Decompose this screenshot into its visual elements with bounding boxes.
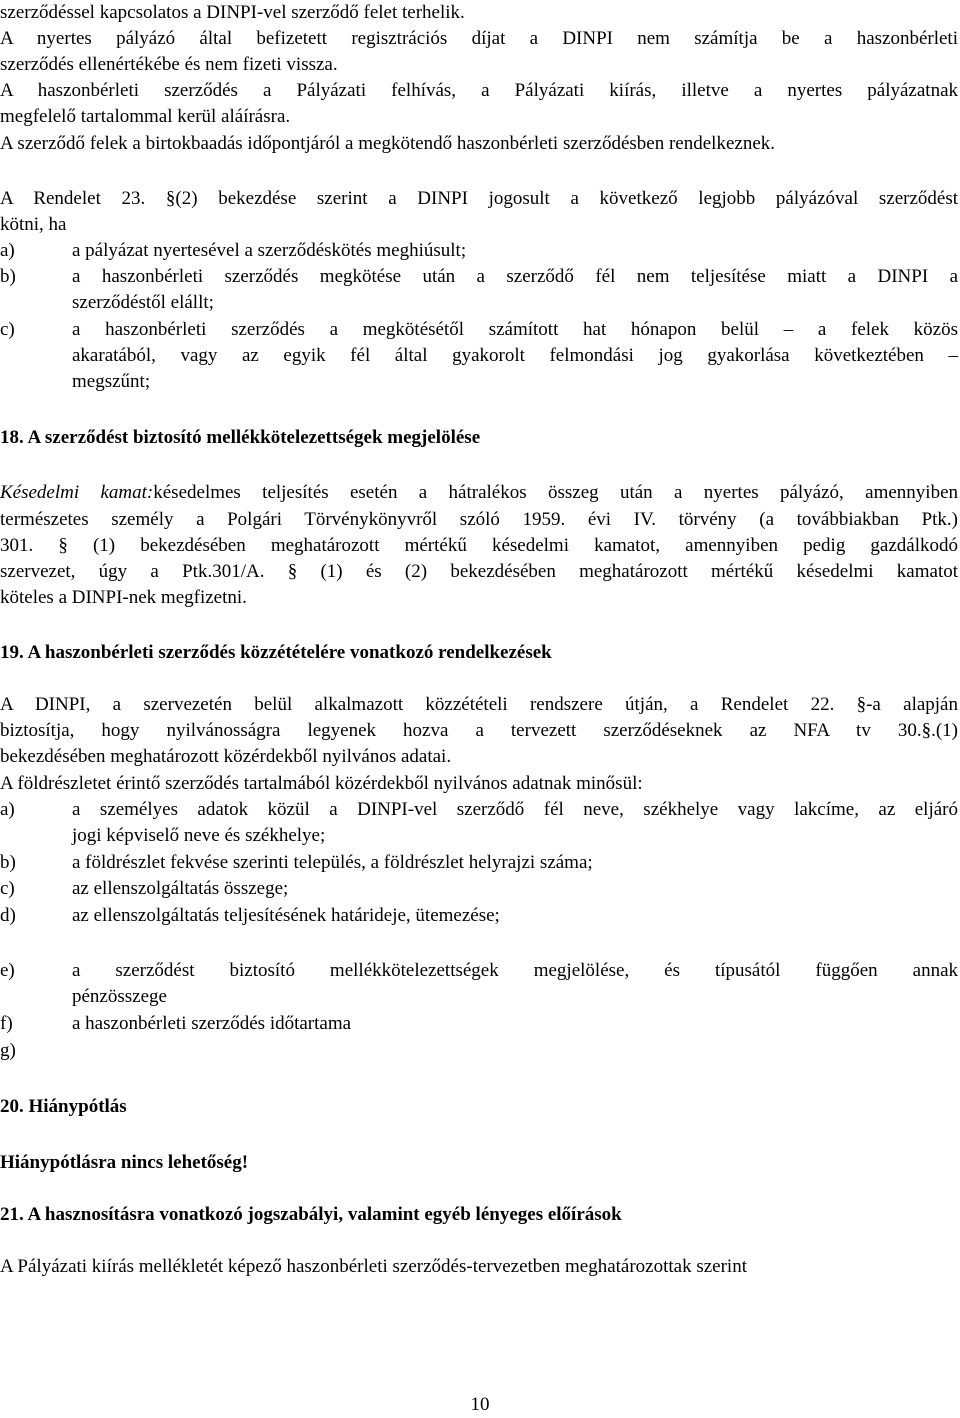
list-item-label: c) (0, 878, 15, 899)
list-item-text: szerződéstől elállt; (72, 292, 214, 313)
paragraph-line: szerződéssel kapcsolatos a DINPI-vel szerződő felet terhelik. (0, 2, 465, 23)
paragraph-text: késedelmes teljesítés esetén a hátralékos összeg után a nyertes pályázó, amennyiben (153, 482, 958, 503)
paragraph-line (0, 480, 958, 506)
list-item-text: a szerződést biztosító mellékkötelezettségek megjelölése, és típusától függően annak (72, 960, 958, 981)
list-item-label-row (0, 958, 72, 984)
list-item-label-row (0, 264, 72, 290)
list-item (0, 903, 500, 929)
list-item-label: f) (0, 1013, 13, 1034)
list-item-text: megszűnt; (72, 371, 151, 392)
paragraph-line: A földrészletet érintő szerződés tartalmából közérdekből nyilvános adatnak minősül: (0, 773, 643, 794)
paragraph-line: szerződés ellenértékébe és nem fizeti vissza. (0, 54, 338, 75)
paragraph-line: köteles a DINPI-nek megfizetni. (0, 587, 247, 608)
page-number: 10 (470, 1394, 490, 1415)
list-item-label-row (0, 317, 72, 343)
paragraph-line: A szerződő felek a birtokbaadás időpontjáról a megkötendő haszonbérleti szerződésben rendelkeznek. (0, 133, 776, 154)
list-item-text: az ellenszolgáltatás teljesítésének határideje, ütemezése; (72, 905, 500, 926)
list-item (0, 1011, 351, 1037)
paragraph-line: biztosítja, hogy nyilvánosságra legyenek hozva a tervezett szerződéseknek az NFA tv 30.§.(1) (0, 720, 958, 741)
section-heading: 20. Hiánypótlás (0, 1096, 127, 1117)
list-item-text: pénzösszege (72, 986, 167, 1007)
list-item-label: d) (0, 905, 16, 926)
list-item-label: a) (0, 240, 15, 261)
list-item-label-row (0, 797, 72, 823)
section-heading: 18. A szerződést biztosító mellékkötelezettségek megjelölése (0, 427, 481, 448)
paragraph-line: A Rendelet 23. §(2) bekezdése szerint a DINPI jogosult a következő legjobb pályázóval szerződést (0, 188, 958, 209)
list-item-text: akaratából, vagy az egyik fél által gyakorolt felmondási jog gyakorlása következtében – (72, 345, 958, 366)
list-item-label: g) (0, 1040, 16, 1061)
paragraph-line: A nyertes pályázó által befizetett regisztrációs díjat a DINPI nem számítja be a haszonbérleti (0, 28, 958, 49)
list-item-text: a haszonbérleti szerződés időtartama (72, 1013, 352, 1034)
list-item (0, 850, 593, 876)
paragraph-line: A haszonbérleti szerződés a Pályázati felhívás, a Pályázati kiírás, illetve a nyertes pályázatnak (0, 80, 958, 101)
list-item-label: e) (0, 960, 15, 981)
italic-term: Késedelmi kamat: (0, 482, 154, 503)
list-item (0, 1038, 72, 1064)
paragraph-line: szervezet, úgy a Ptk.301/A. § (1) és (2) bekezdésében meghatározott mértékű késedelmi kamatot (0, 561, 958, 582)
list-item (0, 876, 288, 902)
list-item-text: a személyes adatok közül a DINPI-vel szerződő fél neve, székhelye vagy lakcíme, az eljáró (72, 799, 958, 820)
paragraph-line: A DINPI, a szervezetén belül alkalmazott közzétételi rendszere útján, a Rendelet 22. §-a alapján (0, 694, 958, 715)
section-heading: 19. A haszonbérleti szerződés közzétételére vonatkozó rendelkezések (0, 642, 552, 663)
list-item-text: a pályázat nyertesével a szerződéskötés meghiúsult; (72, 240, 467, 261)
list-item-text: a haszonbérleti szerződés a megkötésétől számított hat hónapon belül – a felek közös (72, 319, 958, 340)
list-item-label: b) (0, 852, 16, 873)
section-heading: 21. A hasznosításra vonatkozó jogszabályi, valamint egyéb lényeges előírások (0, 1204, 622, 1225)
paragraph-line: természetes személy a Polgári Törvénykönyvről szóló 1959. évi IV. törvény (a továbbiakban Ptk.) (0, 509, 958, 530)
paragraph-line: A Pályázati kiírás mellékletét képező haszonbérleti szerződés-tervezetben meghatározottak szerint (0, 1256, 747, 1277)
list-item-text: az ellenszolgáltatás összege; (72, 878, 289, 899)
paragraph-line: bekezdésében meghatározott közérdekből nyilvános adatai. (0, 746, 452, 767)
list-item-text: jogi képviselő neve és székhelye; (72, 825, 326, 846)
paragraph-line: kötni, ha (0, 214, 67, 235)
list-item-label: b) (0, 266, 16, 287)
list-item-text: a földrészlet fekvése szerinti település, a földrészlet helyrajzi száma; (72, 852, 593, 873)
list-item-label: c) (0, 319, 15, 340)
list-item-text: a haszonbérleti szerződés megkötése után a szerződő fél nem teljesítése miatt a DINPI a (72, 266, 958, 287)
paragraph-line: megfelelő tartalommal kerül aláírásra. (0, 106, 291, 127)
paragraph-line: 301. § (1) bekezdésében meghatározott mértékű késedelmi kamatot, amennyiben pedig gazdálkodó (0, 535, 958, 556)
list-item-label: a) (0, 799, 15, 820)
bold-notice: Hiánypótlásra nincs lehetőség! (0, 1152, 249, 1173)
list-item (0, 238, 466, 264)
